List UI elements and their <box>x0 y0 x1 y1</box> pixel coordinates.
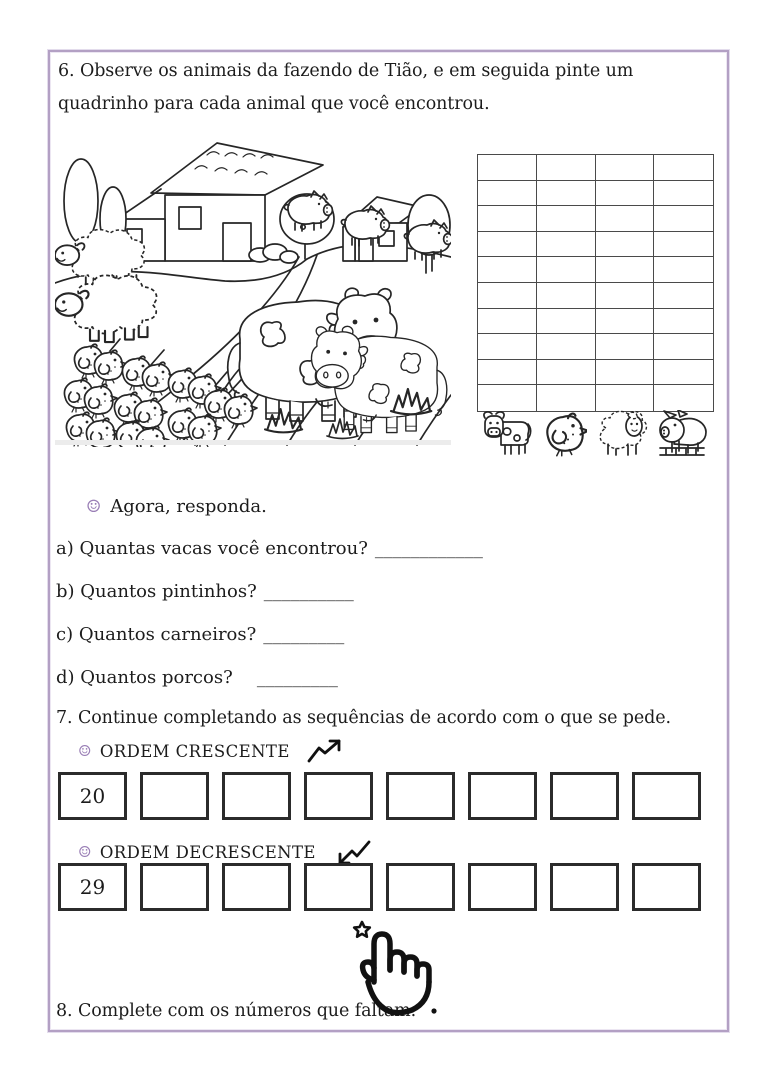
sequence-box[interactable] <box>304 772 373 820</box>
farm-scene-illustration <box>55 131 451 447</box>
grid-cell[interactable] <box>596 232 655 258</box>
sequence-box-first[interactable]: 20 <box>58 772 127 820</box>
question-b <box>56 581 354 602</box>
cows <box>228 288 447 432</box>
grid-cell[interactable] <box>537 283 596 309</box>
grid-cell[interactable] <box>654 334 713 360</box>
grid-cell[interactable] <box>596 334 655 360</box>
grid-cell[interactable] <box>654 232 713 258</box>
q6-instruction: 6. Observe os animais da fazendo de Tião, e em seguida pinte um quadrinho para cada animal que você encontrou. <box>58 61 634 114</box>
question-c <box>56 624 344 645</box>
ascending-label <box>78 737 346 765</box>
grid-cell[interactable] <box>596 257 655 283</box>
sheep-icon <box>596 410 648 458</box>
grid-cell[interactable] <box>596 181 655 207</box>
grid-cell[interactable] <box>654 360 713 386</box>
sequence-box[interactable] <box>468 772 537 820</box>
grid-cell[interactable] <box>478 232 537 258</box>
descending-label <box>78 838 372 866</box>
grid-cell[interactable] <box>478 206 537 232</box>
grid-cell[interactable] <box>596 206 655 232</box>
question-a-label: a) Quantas vacas você encontrou? <box>56 538 368 559</box>
grid-cell[interactable] <box>478 257 537 283</box>
sequence-box[interactable] <box>550 863 619 911</box>
sequence-box[interactable] <box>304 863 373 911</box>
trend-up-icon <box>306 737 346 765</box>
grid-cell[interactable] <box>537 155 596 181</box>
question-d <box>56 667 338 688</box>
sequence-box[interactable] <box>386 863 455 911</box>
animal-count-grid <box>477 154 714 412</box>
question-d-blank[interactable]: _________ <box>239 667 338 688</box>
grid-cell[interactable] <box>654 309 713 335</box>
grid-cell[interactable] <box>478 334 537 360</box>
question-b-label: b) Quantos pintinhos? <box>56 581 257 602</box>
trend-down-icon <box>332 838 372 866</box>
grid-cell[interactable] <box>654 257 713 283</box>
grid-cell[interactable] <box>596 360 655 386</box>
descending-sequence-row <box>58 863 701 911</box>
sequence-box[interactable] <box>468 863 537 911</box>
grid-cell[interactable] <box>478 360 537 386</box>
star-icon <box>354 922 370 937</box>
question-a-blank[interactable]: ____________ <box>374 538 483 559</box>
smiley-icon: ☺ <box>78 742 92 760</box>
grid-cell[interactable] <box>654 385 713 411</box>
grid-cell[interactable] <box>654 181 713 207</box>
grid-cell[interactable] <box>537 334 596 360</box>
sheep-flock <box>55 230 157 342</box>
grid-cell[interactable] <box>654 283 713 309</box>
ascending-label-text: ORDEM CRESCENTE <box>99 741 290 761</box>
sequence-box[interactable] <box>386 772 455 820</box>
pig-icon <box>656 410 710 458</box>
descending-label-text: ORDEM DECRESCENTE <box>99 842 316 862</box>
q7-instruction: 7. Continue completando as sequências de acordo com o que se pede. <box>56 708 671 728</box>
ascending-sequence-row <box>58 772 701 820</box>
grid-cell[interactable] <box>596 309 655 335</box>
q8-instruction: 8. Complete com os números que faltam. <box>56 1001 417 1021</box>
scan-edge <box>55 440 451 445</box>
grid-cell[interactable] <box>537 385 596 411</box>
sequence-box[interactable] <box>550 772 619 820</box>
grid-cell[interactable] <box>537 181 596 207</box>
grid-cell[interactable] <box>654 206 713 232</box>
smiley-icon: ☺ <box>78 843 92 861</box>
grid-cell[interactable] <box>537 360 596 386</box>
sequence-box[interactable] <box>632 772 701 820</box>
grid-cell[interactable] <box>478 155 537 181</box>
grid-cell[interactable] <box>478 385 537 411</box>
grid-cell[interactable] <box>537 206 596 232</box>
sequence-box[interactable] <box>632 863 701 911</box>
sequence-box[interactable] <box>222 863 291 911</box>
sequence-box[interactable] <box>222 772 291 820</box>
grid-cell[interactable] <box>596 385 655 411</box>
grid-cell[interactable] <box>478 309 537 335</box>
grid-cell[interactable] <box>596 155 655 181</box>
question-c-blank[interactable]: _________ <box>263 624 345 645</box>
grid-cell[interactable] <box>537 232 596 258</box>
pointing-hand-icon <box>338 920 442 1020</box>
question-a <box>56 538 483 559</box>
grid-cell[interactable] <box>537 309 596 335</box>
sequence-box[interactable] <box>140 772 209 820</box>
question-c-label: c) Quantos carneiros? <box>56 624 257 645</box>
cow-icon <box>481 410 533 458</box>
question-d-label: d) Quantos porcos? <box>56 667 233 688</box>
question-b-blank[interactable]: __________ <box>263 581 354 602</box>
grid-cell[interactable] <box>537 257 596 283</box>
grid-cell[interactable] <box>478 181 537 207</box>
answer-prompt <box>86 496 267 517</box>
answer-prompt-text: Agora, responda. <box>110 496 267 517</box>
smiley-icon: ☺ <box>86 497 102 517</box>
grid-animal-icons <box>477 410 714 458</box>
sequence-box[interactable] <box>140 863 209 911</box>
grid-cell[interactable] <box>478 283 537 309</box>
chick-icon <box>541 410 587 458</box>
grid-cell[interactable] <box>654 155 713 181</box>
grid-cell[interactable] <box>596 283 655 309</box>
sequence-box-first[interactable]: 29 <box>58 863 127 911</box>
